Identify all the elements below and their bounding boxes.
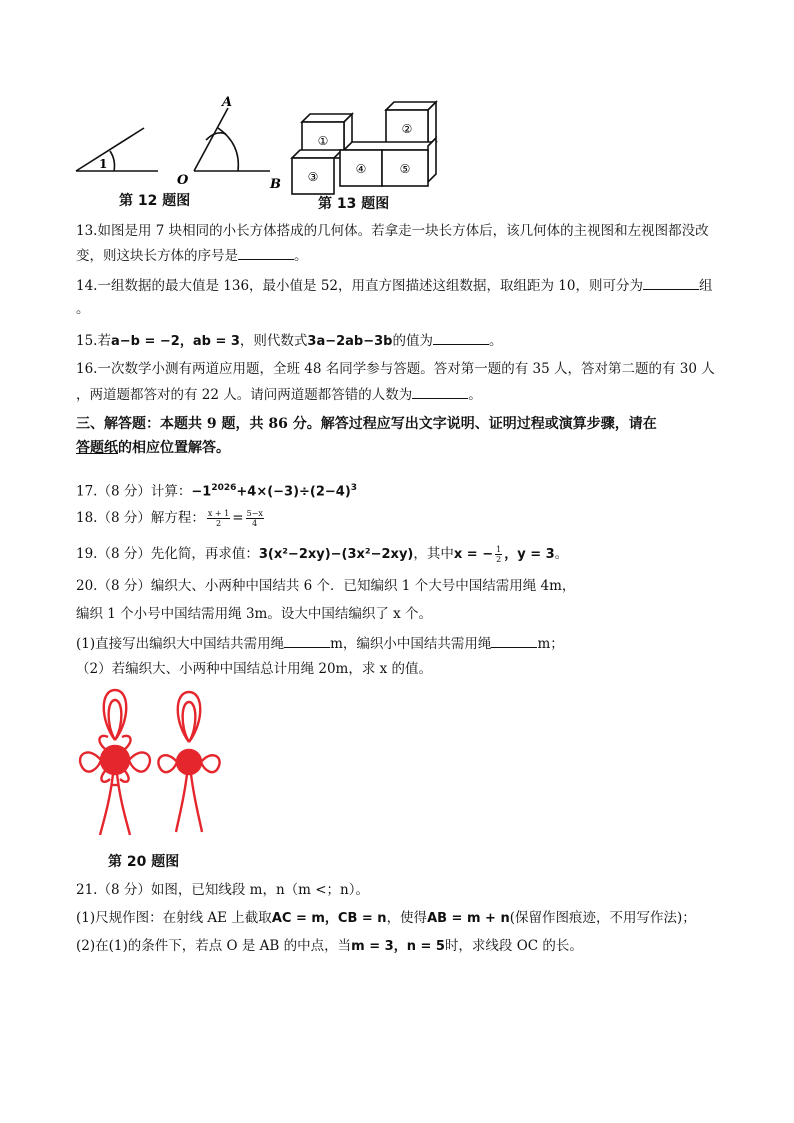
point-o-label: O [177,173,189,188]
chinese-knots-image [70,685,240,845]
q14-line2: 。 [76,301,90,317]
q17-expr-part2: +4×(−3)÷(2−4) [236,484,351,500]
q18-fraction-left [207,509,230,528]
q21-part2-end: 时，求线段 OC 的长。 [444,938,583,954]
q21-part1-mid: ，使得 [386,910,428,926]
q20-part1-mid: m，编织小中国结共需用绳 [330,636,492,652]
q16-line1: 16.一次数学小测有两道应用题，全班 48 名同学参与答题。答对第一题的有 35 人，答对第二题的有 30 人 [76,361,715,377]
q15-mid: ，则代数式 [239,333,308,349]
q13-text: 变，则这块长方体的序号是 [76,248,238,264]
q16-line2 [76,384,482,405]
q15-expression: 3a−2ab−3b [307,334,393,349]
q17-line [76,478,357,503]
q15-prefix: 15.若 [76,333,111,349]
fig20-caption: 第 20 题图 [108,854,180,870]
q13-end: 。 [294,248,308,264]
chinese-knot-left [80,690,150,835]
q13-line2 [76,245,308,266]
q19-mid: ，其中 [413,546,454,562]
block-4-label: ④ [355,162,367,176]
fig12-caption: 第 12 题图 [119,193,191,209]
q21-part1-end: (保留作图痕迹，不用写作法)； [509,910,696,926]
angle-1-label: 1 [99,157,108,171]
q15-answer-blank[interactable] [433,330,489,345]
q20-line1: 20.（8 分）编织大、小两种中国结共 6 个．已知编织 1 个大号中国结需用绳 4m， [76,578,576,594]
q21-part2-text: (2)在(1)的条件下，若点 O 是 AB 的中点，当 [76,938,352,954]
point-b-label: B [270,177,281,192]
q21-segments: AC = m，CB = n [271,911,387,926]
q18-left-denominator: 2 [216,519,222,528]
q18-equals: = [232,510,244,526]
block-5-label: ⑤ [399,162,411,176]
q17-exponent2: 3 [350,483,358,493]
q18-left-numerator: x + 1 [207,509,230,518]
q15-condition: a−b = −2，ab = 3 [110,334,240,349]
q16-answer-blank[interactable] [412,384,468,399]
q14-answer-blank[interactable] [643,275,699,290]
angle-1-figure [76,128,158,171]
q16-text: ，两道题都答对的有 22 人。请问两道题都答错的人数为 [76,387,413,403]
q19-end: 。 [554,546,569,562]
q19-expression: 3(x²−2xy)−(3x²−2xy) [258,547,414,562]
angle-aob-figure [194,108,270,171]
q14-line1 [76,275,712,296]
q19-y-value: ，y = 3 [504,547,555,562]
section-3-heading [76,412,736,460]
q21-sum: AB = m + n [427,911,510,926]
chinese-knot-right [158,692,219,832]
q14-unit: 组 [698,278,713,294]
q13-line1: 13.如图是用 7 块相同的小长方体搭成的几何体。若拿走一块长方体后，该几何体的主视图和左视图都没改 [76,223,709,239]
q20-line3 [76,633,564,654]
section-3-line2-rest: 的相应位置解答。 [118,440,230,456]
q18-fraction-right [246,509,264,528]
q19-x-value: x = − [453,547,494,562]
block-1-label: ① [317,134,329,148]
q19-line [76,544,568,565]
section-3-line1: 三、解答题：本题共 9 题，共 86 分。解答过程应写出文字说明、证明过程或演算步骤，请在 [76,416,657,432]
q19-fraction [495,545,502,564]
q21-part1-text: (1)尺规作图：在射线 AE 上截取 [76,910,272,926]
section-3-line2 [76,436,736,460]
q13-answer-blank[interactable] [238,245,294,260]
q19-fraction-numerator: 1 [496,545,502,554]
q20-big-rope-blank[interactable] [284,633,330,648]
q15-value-text: 的值为 [392,333,433,349]
q21-line1: 21.（8 分）如图，已知线段 m，n（m <；n）。 [76,882,369,898]
q16-end: 。 [468,387,482,403]
q20-part1-text: (1)直接写出编织大中国结共需用绳 [76,636,285,652]
q17-prefix: 17.（8 分）计算： [76,483,192,500]
point-a-label: A [222,95,233,110]
q19-prefix: 19.（8 分）先化简，再求值： [76,546,259,562]
q20-small-rope-blank[interactable] [491,633,537,648]
q15-end: 。 [488,333,503,349]
q14-text: 14.一组数据的最大值是 136，最小值是 52，用直方图描述这组数据，取组距为 10，则可分为 [76,278,643,294]
fig13-caption: 第 13 题图 [318,196,390,212]
answer-sheet-text: 答题纸 [76,440,118,456]
q18-line [76,508,266,528]
q20-line4: （2）若编织大、小两种中国结总计用绳 20m，求 x 的值。 [76,661,433,677]
q15-line [76,330,502,352]
q18-prefix: 18.（8 分）解方程： [76,510,205,526]
q17-expr-part1: −1 [191,484,212,500]
q19-fraction-denominator: 2 [496,555,502,564]
block-2-label: ② [401,122,413,136]
q20-line2: 编织 1 个小号中国结需用绳 3m。设大中国结编织了 x 个。 [76,606,433,622]
q21-line3 [76,936,583,957]
q17-exponent1: 2026 [211,483,237,493]
q21-values: m = 3，n = 5 [351,939,445,954]
q18-right-denominator: 4 [252,519,258,528]
q18-right-numerator: 5−x [246,509,263,518]
q21-line2 [76,908,696,929]
block-3-label: ③ [307,170,319,184]
q20-part1-end: m； [537,636,564,652]
